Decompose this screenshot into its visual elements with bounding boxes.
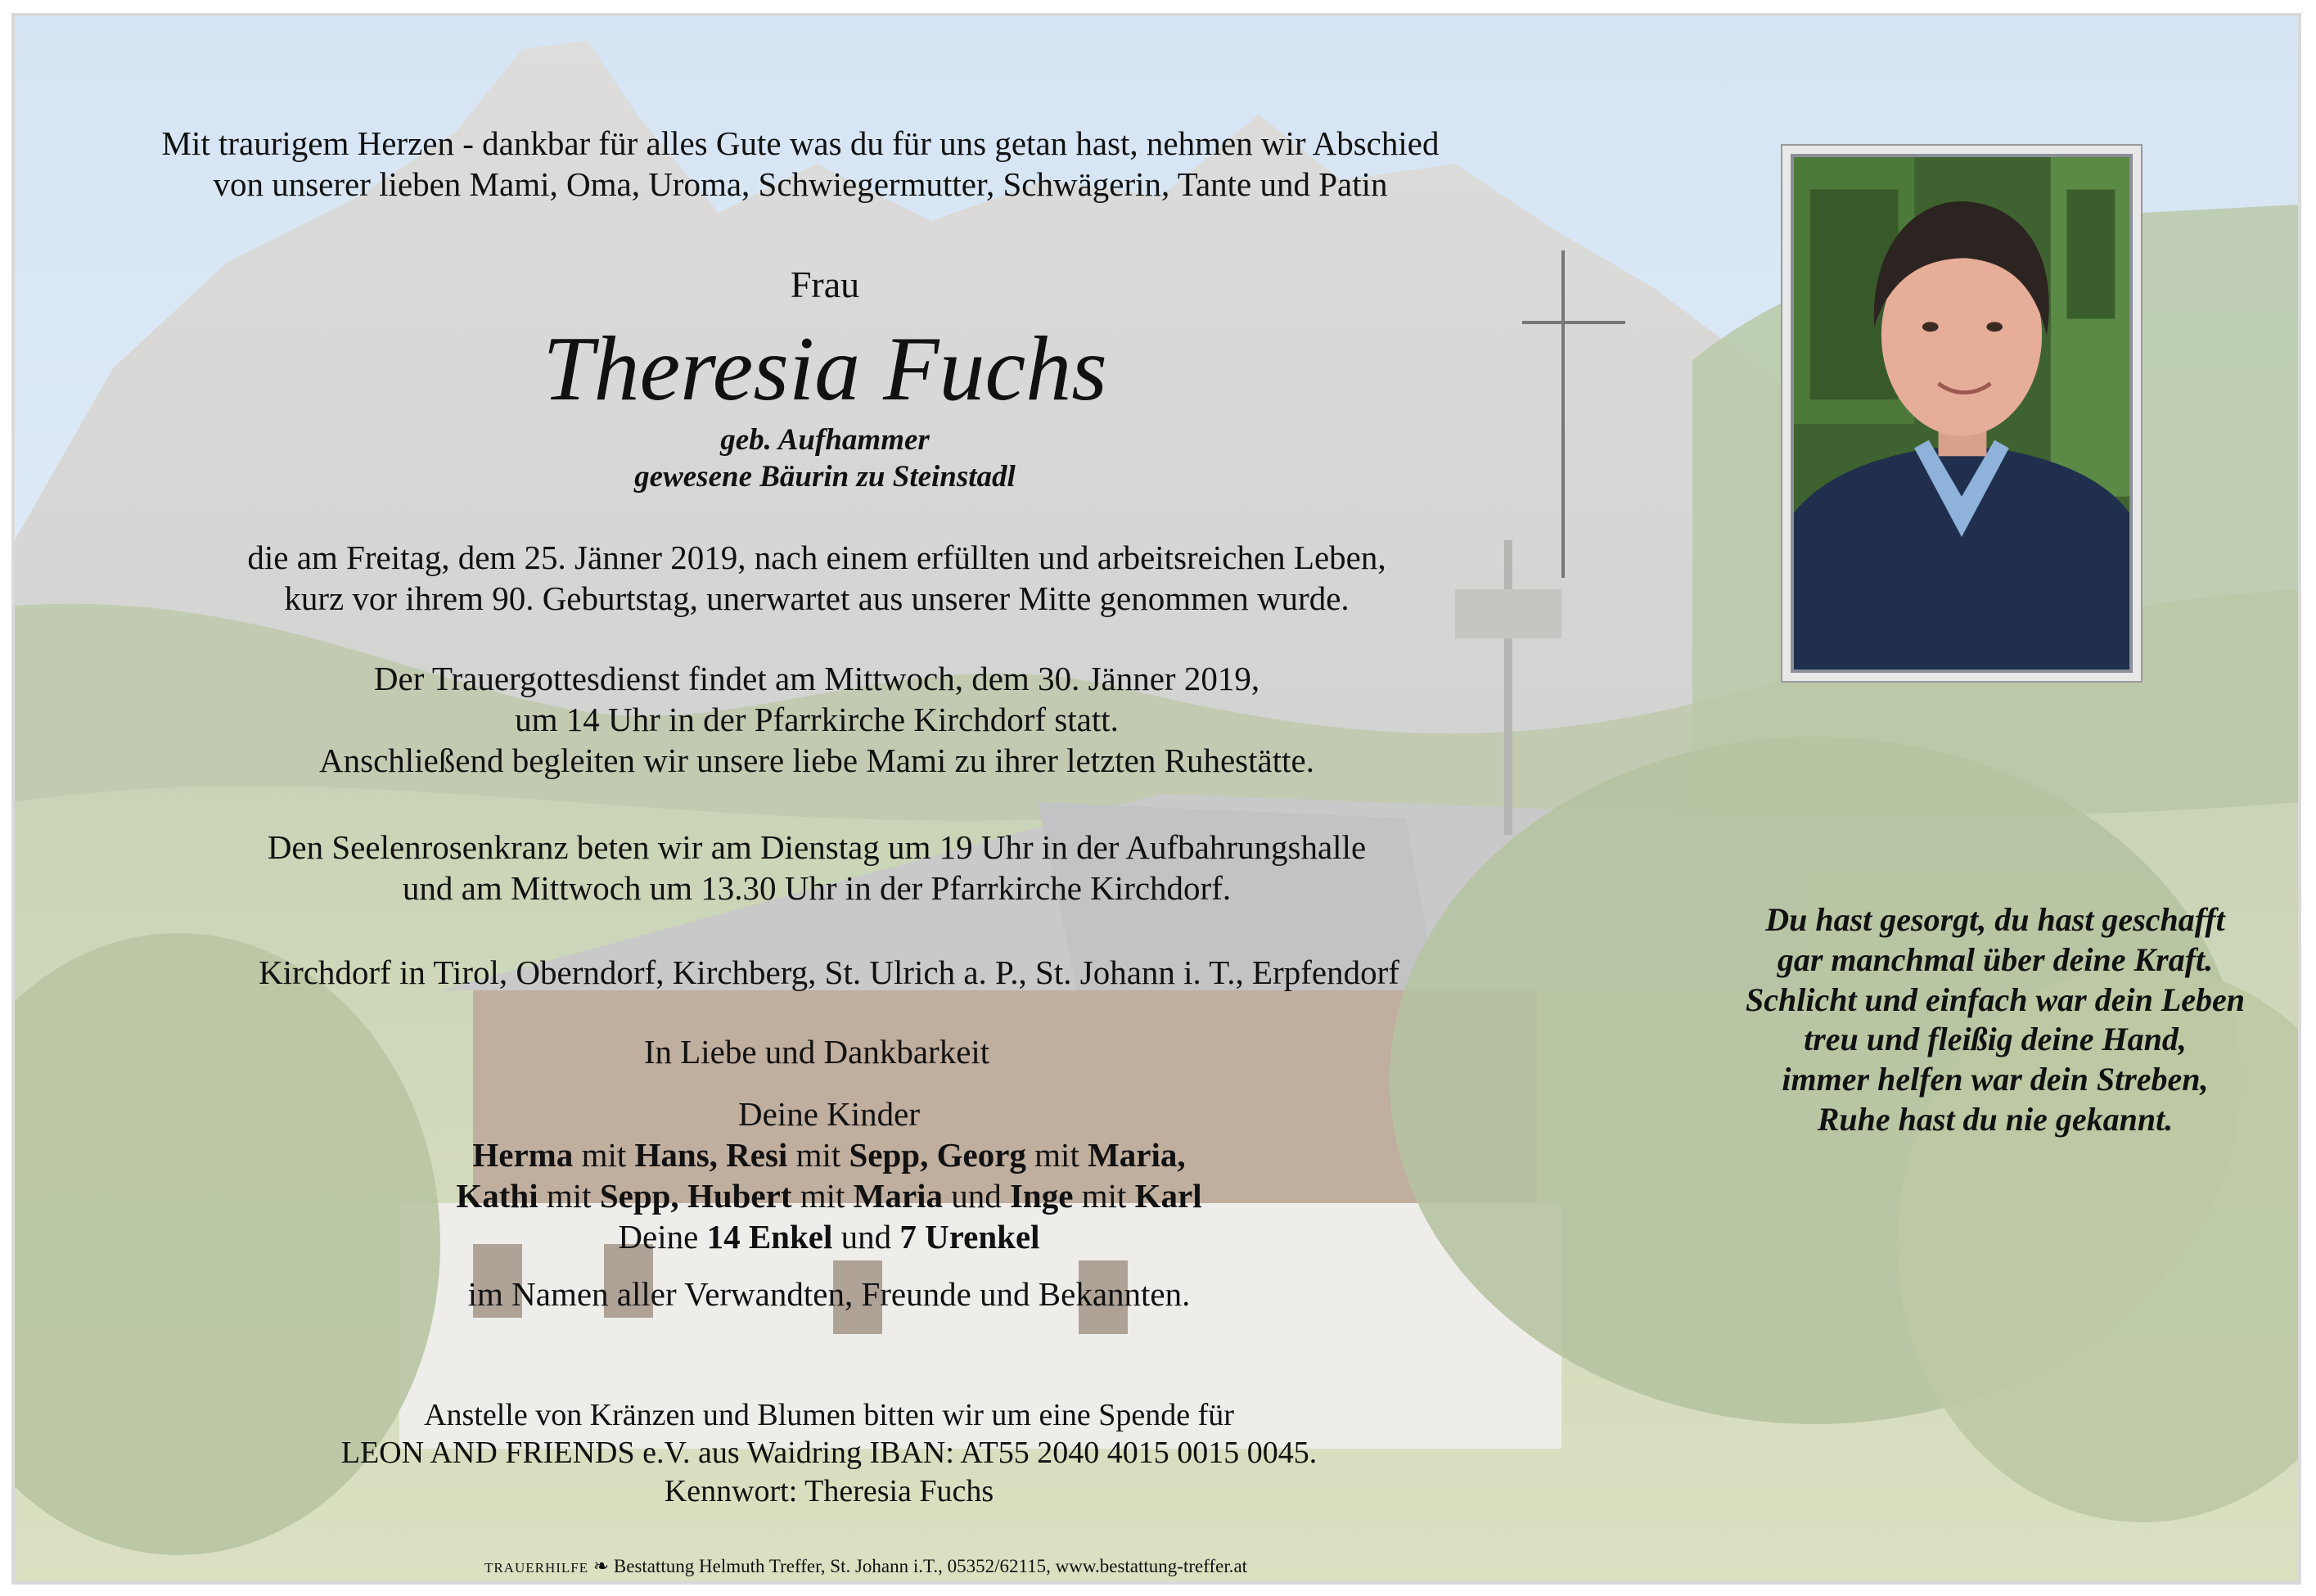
intro-line-2: von unserer lieben Mami, Oma, Uroma, Schwiegermutter, Schwägerin, Tante und Patin <box>213 165 1388 204</box>
cross-icon-bar <box>1522 321 1625 324</box>
funeral-line-2: um 14 Uhr in der Pfarrkirche Kirchdorf statt. <box>515 701 1119 739</box>
word-mit: mit <box>795 1136 841 1174</box>
death-line-2: kurz vor ihrem 90. Geburtstag, unerwartet aus unserer Mitte genommen wurde. <box>284 579 1349 618</box>
donation-line-3: Kennwort: Theresia Fuchs <box>664 1473 994 1508</box>
poem-line: Ruhe hast du nie gekannt. <box>1817 1100 2174 1138</box>
grandchildren-count: 14 Enkel <box>706 1218 833 1256</box>
family-list <box>80 1093 1578 1257</box>
word-und: und <box>840 1218 892 1256</box>
name-hans: Hans, <box>634 1136 718 1174</box>
death-notice <box>80 537 1553 619</box>
name-sepp: Sepp, <box>599 1177 679 1215</box>
footer-brand: TRAUERHILFE <box>484 1560 589 1576</box>
family-line-3 <box>80 1216 1578 1257</box>
poem-line: Schlicht und einfach war dein Leben <box>1745 981 2246 1018</box>
portrait-illustration <box>1794 157 2129 670</box>
portrait-frame <box>1781 144 2143 683</box>
word-mit: mit <box>1081 1177 1127 1215</box>
donation-line-2: LEON AND FRIENDS e.V. aus Waidring IBAN: AT55 2040 4015 0015 0045. <box>340 1436 1318 1471</box>
obituary-card <box>11 13 2301 1585</box>
salutation: Frau <box>790 264 860 305</box>
gratitude-line: In Liebe und Dankbarkeit <box>643 1033 990 1071</box>
name-karl: Karl <box>1134 1177 1202 1215</box>
name-maria: Maria <box>853 1177 943 1215</box>
deceased-name: Theresia Fuchs <box>543 318 1107 420</box>
donation-notice <box>80 1396 1578 1510</box>
cross-icon <box>1561 250 1565 578</box>
word-mit: mit <box>1034 1136 1079 1174</box>
name-resi: Resi <box>726 1136 788 1174</box>
occupation: gewesene Bäurin zu Steinstadl <box>634 460 1016 494</box>
name-herma: Herma <box>472 1136 574 1174</box>
poem-line: treu und fleißig deine Hand, <box>1804 1021 2187 1058</box>
name-georg: Georg <box>936 1136 1026 1174</box>
death-line-1: die am Freitag, dem 25. Jänner 2019, nach einem erfüllten und arbeitsreichen Leben, <box>247 539 1386 576</box>
family-heading: Deine Kinder <box>738 1095 920 1133</box>
poem <box>1635 900 2301 1140</box>
rosary-line-1: Den Seelenrosenkranz beten wir am Dienstag um 19 Uhr in der Aufbahrungshalle <box>267 828 1367 866</box>
word-mit: mit <box>546 1177 592 1215</box>
poem-line: immer helfen war dein Streben, <box>1782 1061 2209 1098</box>
donation-line-1: Anstelle von Kränzen und Blumen bitten wir um eine Spende für <box>424 1398 1234 1432</box>
footer-text: Bestattung Helmuth Treffer, St. Johann i.T., 05352/62115, www.bestattung-treffer.at <box>613 1556 1248 1576</box>
birth-name: geb. Aufhammer <box>720 423 930 457</box>
rosary-notice <box>80 827 1553 908</box>
word-mit: mit <box>581 1136 627 1174</box>
intro-line-1: Mit traurigem Herzen - dankbar für alles Gute was du für uns getan hast, nehmen wir Abschied <box>161 124 1440 162</box>
poem-line: Du hast gesorgt, du hast geschafft <box>1765 901 2225 938</box>
intro-text <box>80 123 1521 205</box>
poem-line: gar manchmal über deine Kraft. <box>1777 940 2214 978</box>
family-closing: im Namen aller Verwandten, Freunde und Bekannten. <box>467 1275 1191 1313</box>
family-line-2 <box>80 1175 1578 1216</box>
family-line-1 <box>80 1134 1578 1175</box>
word-deine: Deine <box>618 1218 699 1256</box>
word-und: und <box>951 1177 1002 1215</box>
rosary-line-2: und am Mittwoch um 13.30 Uhr in der Pfarrkirche Kirchdorf. <box>402 869 1232 908</box>
feather-icon: ❧ <box>593 1556 610 1576</box>
name-hubert: Hubert <box>687 1177 792 1215</box>
name-sepp: Sepp, <box>849 1136 929 1174</box>
word-mit: mit <box>800 1177 845 1215</box>
name-kathi: Kathi <box>456 1177 538 1215</box>
funeral-home-footer <box>375 1555 1357 1578</box>
deceased-details <box>457 422 1193 495</box>
places-line: Kirchdorf in Tirol, Oberndorf, Kirchberg, St. Ulrich a. P., St. Johann i. T., Erpfendorf <box>259 954 1399 991</box>
funeral-notice <box>80 658 1553 781</box>
great-grandchildren-count: 7 Urenkel <box>899 1218 1040 1256</box>
funeral-line-3: Anschließend begleiten wir unsere liebe Mami zu ihrer letzten Ruhestätte. <box>319 742 1314 780</box>
funeral-line-1: Der Trauergottesdienst findet am Mittwoch, dem 30. Jänner 2019, <box>373 660 1260 697</box>
portrait-photo <box>1791 154 2133 673</box>
name-maria: Maria, <box>1088 1136 1186 1174</box>
name-inge: Inge <box>1009 1177 1074 1215</box>
